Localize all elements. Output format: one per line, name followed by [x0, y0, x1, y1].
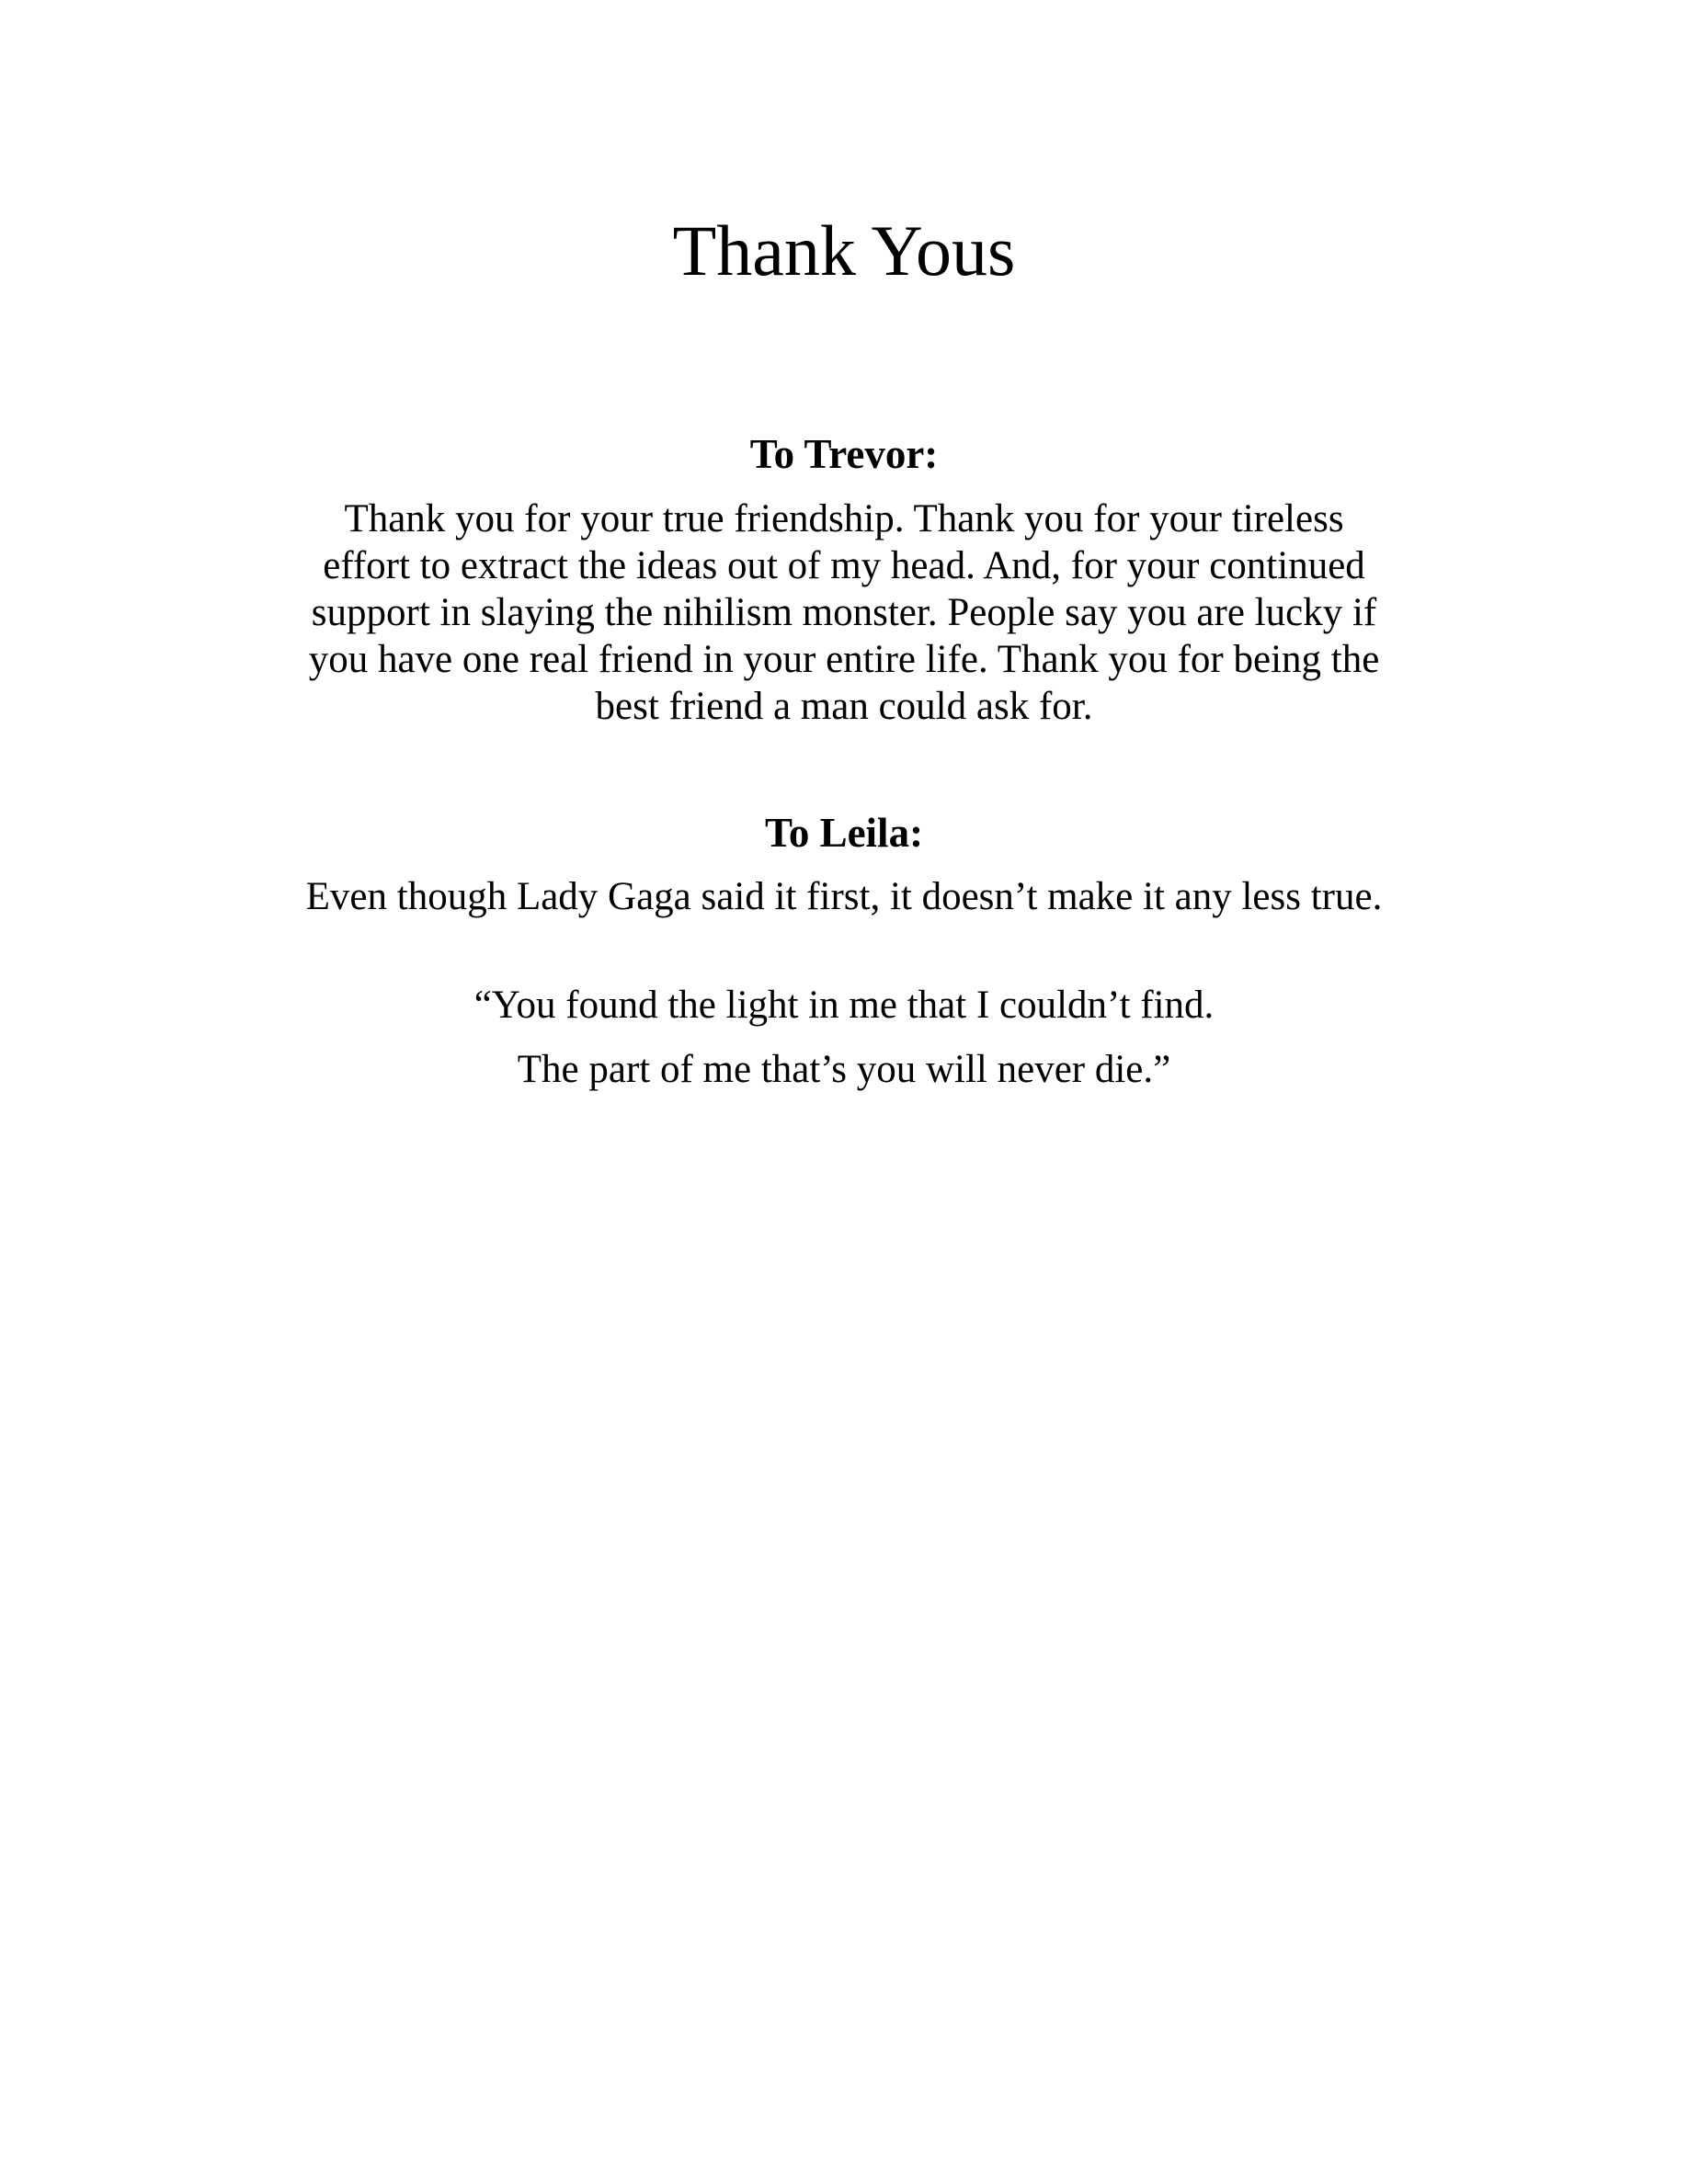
leila-paragraph: Even though Lady Gaga said it first, it doesn’t make it any less true. [305, 875, 1383, 918]
trevor-paragraph: Thank you for your true friendship. Thank you for your tireless effort to extract the ideas out of my head. And, for your continued support in slaying the nihilism monster. People say you are lucky if you have one real friend in your entire life. Thank you for being the best friend a man could ask for. [308, 497, 1380, 728]
section-heading-trevor: To Trevor: [749, 431, 939, 477]
page-title: Thank Yous [672, 210, 1016, 290]
quote-line-2: The part of me that’s you will never die.” [517, 1048, 1171, 1091]
quote-line-1: “You found the light in me that I couldn’t find. [473, 984, 1215, 1027]
section-heading-leila: To Leila: [764, 810, 924, 856]
